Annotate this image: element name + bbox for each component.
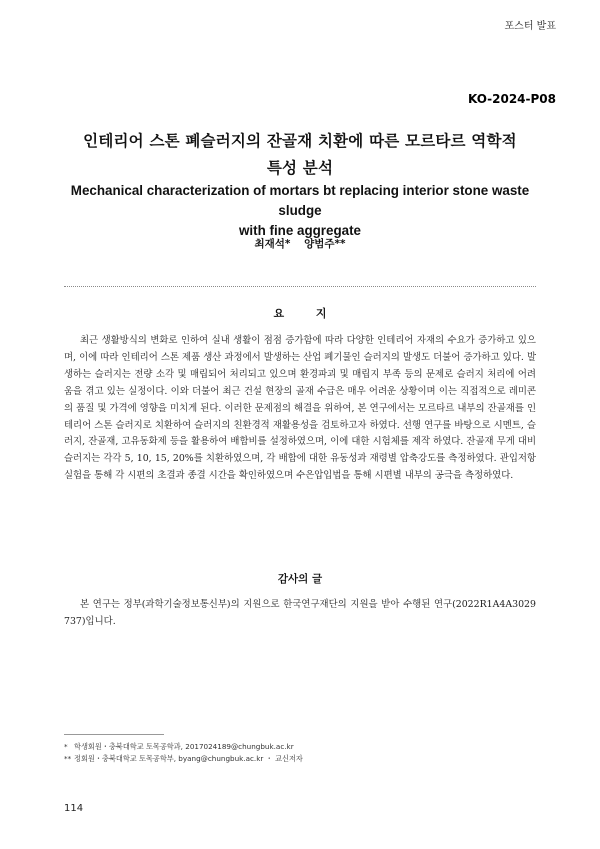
footnote-mark: *	[64, 742, 68, 751]
author-corresponding: 양범주**	[304, 238, 346, 250]
page-number: 114	[64, 803, 84, 814]
footnote-text: 학생회원・충북대학교 토목공학과, 2017024189@chungbuk.ac.kr	[74, 742, 294, 751]
english-title	[48, 181, 552, 241]
english-title-line-1: Mechanical characterization of mortars bt replacing interior stone waste sludge	[70, 183, 530, 218]
footnote-divider	[64, 734, 164, 735]
paper-code: KO-2024-P08	[467, 92, 556, 106]
section-category: 포스터 발표	[504, 21, 556, 32]
footnotes	[64, 741, 536, 764]
english-title-line-2: with fine aggregate	[238, 223, 362, 238]
abstract-text: 최근 생활방식의 변화로 인하여 실내 생활이 점점 증가함에 따라 다양한 인테리어 자재의 수요가 증가하고 있으며, 이에 따라 인테리어 스톤 제품 생산 과정에서 발생하는 산업 폐기물인 슬러지의 발생도 더불어 증가하고 있다. 발생하는 슬러지는 전량 소각 및 매립되어 처리되고 있으며 환경파괴 및 매립지 부족 등의 문제로 슬러지 처리에 어려움을 겪고 있는 실정이다. 이와 더불어 최근 건설 현장의 골재 수급은 매우 어려운 상황이며 이는 직접적으로 레미콘의 품질 및 가격에 영향을 미치게 된다. 이러한 문제점의 해결을 위하여, 본 연구에서는 모르타르 내부의 잔골재를 인테리어 스톤 슬러지로 치환하여 슬러지의 친환경적 재활용성을 검토하고자 하였다. 선행 연구를 바탕으로 시멘트, 슬러지, 잔골재, 고유동화제 등을 활용하여 배합비를 설정하였으며, 이에 대한 시험체를 제작 하였다. 잔골재 무게 대비 슬러지는 각각 5, 10, 15, 20%를 치환하였으며, 각 배합에 대한 유동성과 재령별 압축강도를 측정하였다. 관입저항 실험을 통해 각 시편의 초결과 종결 시간을 확인하였으며 수은압입법을 통해 시편별 내부의 공극을 측정하였다.	[64, 335, 536, 482]
acknowledgement-heading: 감사의 글	[277, 573, 323, 585]
author-first: 최재석*	[254, 238, 291, 250]
author-list	[0, 236, 600, 251]
acknowledgement-text: 본 연구는 정부(과학기술정보통신부)의 지원으로 한국연구재단의 지원을 받아 수행된 연구(2022R1A4A3029737)입니다.	[64, 599, 536, 627]
footnote-text: 정회원・충북대학교 토목공학부, byang@chungbuk.ac.kr ・ 교신저자	[74, 753, 303, 763]
footnote-mark: **	[64, 753, 72, 763]
footnote-regular-member	[64, 753, 536, 765]
korean-title-line-2: 특성 분석	[266, 159, 334, 177]
abstract-heading: 요 지	[273, 307, 341, 320]
dotted-divider	[64, 286, 536, 287]
korean-title-line-1: 인테리어 스톤 폐슬러지의 잔골재 치환에 따른 모르타르 역학적	[83, 132, 517, 150]
footnote-student-member	[64, 741, 536, 753]
korean-title	[60, 128, 540, 182]
